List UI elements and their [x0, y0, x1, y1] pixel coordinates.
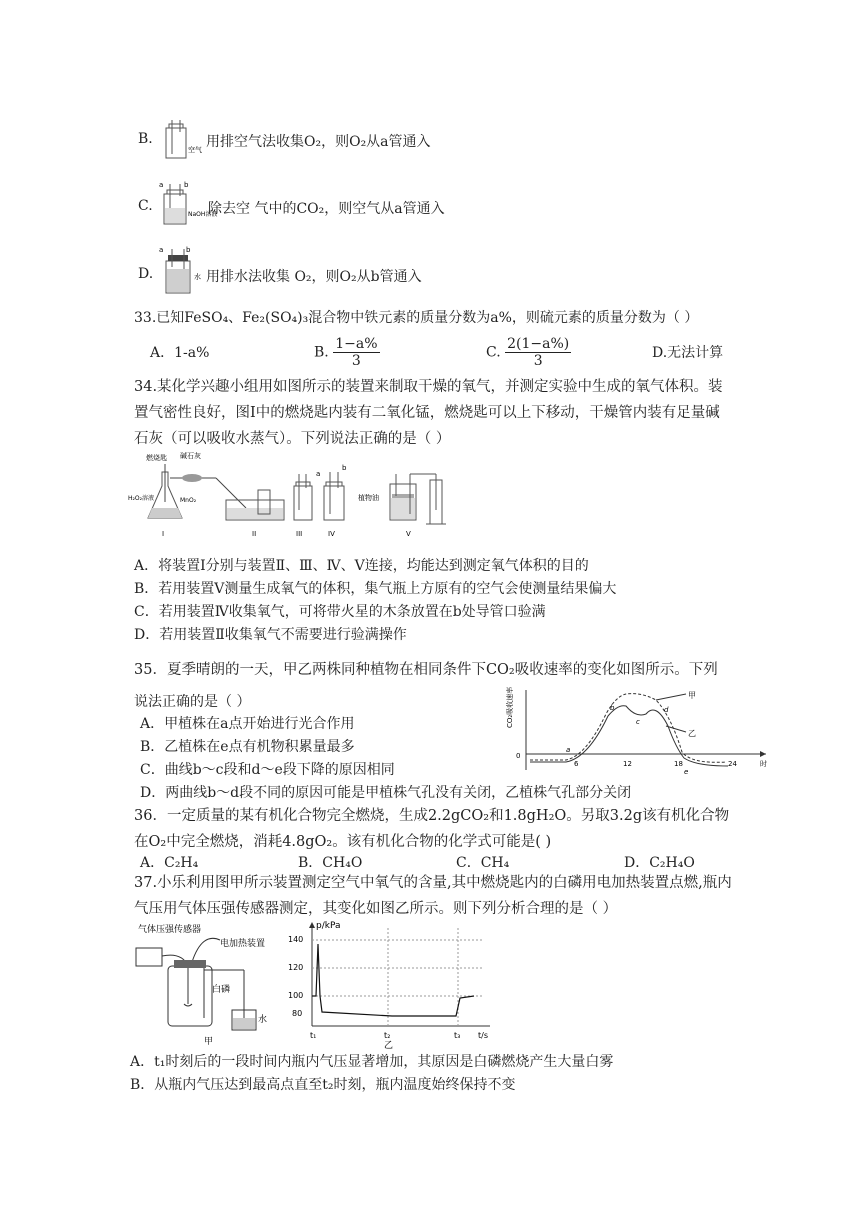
q35-co2-chart [496, 686, 772, 776]
q33-option-a: A．1-a% [150, 345, 210, 361]
legend-yi: 乙 [688, 729, 696, 738]
q36-option-b: B．CH₄O [298, 855, 363, 871]
q34-option-b: B．若用装置Ⅴ测量生成氧气的体积，集气瓶上方原有的空气会使测量结果偏大 [134, 581, 617, 597]
point-d: d [664, 706, 669, 714]
label-V: V [406, 530, 411, 538]
svg-text:a: a [159, 246, 164, 254]
tick-24: 24 [728, 760, 737, 768]
label-heater: 电加热装置 [220, 939, 266, 949]
tick-6: 6 [574, 760, 579, 768]
xtick-t1: t₁ [310, 1031, 317, 1040]
q35-option-c: C．曲线b～c段和d～e段下降的原因相同 [140, 762, 395, 778]
q36-stem: 36．一定质量的某有机化合物完全燃烧，生成2.2gCO₂和1.8gH₂O。另取3.2g该有机化合物在O₂中完全燃烧，消耗4.8gO₂。该有机化合物的化学式可能是( ) [134, 808, 730, 850]
pressure-curve [312, 944, 474, 1016]
point-a: a [566, 746, 571, 754]
q37-apparatus-figure [132, 922, 282, 1046]
option-letter: B. [314, 344, 329, 361]
option-text: 用排空气法收集O₂，则O₂从a管通入 [206, 134, 431, 150]
option-letter: B. [138, 131, 153, 147]
label-spoon: 燃烧匙 [146, 454, 167, 462]
q35-stem-line1: 35．夏季晴朗的一天，甲乙两株同种植物在相同条件下CO₂吸收速率的变化如图所示。下列 [134, 662, 718, 678]
ytick-100: 100 [288, 991, 304, 1000]
svg-text:a: a [159, 181, 164, 189]
label-sensor: 气体压强传感器 [138, 925, 202, 935]
series-yi-line [530, 706, 728, 766]
label-IV: IV [328, 530, 335, 538]
tick-18: 18 [674, 760, 683, 768]
q37-stem: 37.小乐利用图甲所示装置测定空气中氧气的含量,其中燃烧匙内的白磷用电加热装置点燃,瓶内气压用气体压强传感器测定，其变化如图乙所示。则下列分析合理的是（ ） [134, 875, 732, 917]
q37-pressure-chart [282, 918, 498, 1051]
label-mno2: MnO₂ [180, 497, 197, 504]
q33-option-d: D.无法计算 [652, 345, 724, 361]
label-soda-lime: 碱石灰 [180, 452, 201, 460]
q34-apparatus-figure [126, 450, 466, 546]
label-phosphorus: 白磷 [212, 985, 231, 995]
q33-option-c [486, 336, 571, 369]
denominator: 3 [351, 353, 361, 369]
zero-label: 0 [516, 752, 521, 760]
icon-label: 空气 [188, 146, 202, 154]
q36-option-a: A．C₂H₄ [140, 855, 199, 871]
point-b: b [610, 704, 615, 712]
ytick-140: 140 [288, 935, 304, 944]
q36-option-d: D．C₂H₄O [624, 855, 695, 871]
option-letter: C. [138, 198, 153, 214]
label-III: III [296, 530, 303, 538]
q33-option-b [314, 336, 380, 369]
y-axis-label: CO₂吸收速率 [506, 686, 514, 728]
gas-bottle-air-icon [160, 120, 208, 162]
label-oil: 植物油 [358, 494, 379, 502]
option-text: 除去空 气中的CO₂，则空气从a管通入 [208, 201, 445, 217]
x-axis-label: t/s [478, 1031, 488, 1040]
xtick-t2: t₂ [384, 1031, 391, 1040]
label-a: a [316, 470, 321, 478]
label-I: I [162, 530, 165, 538]
label-h2o2: H₂O₂溶液 [128, 495, 155, 502]
fraction [505, 336, 571, 369]
q34-option-c: C．若用装置Ⅳ收集氧气，可将带火星的木条放置在b处导管口验满 [134, 604, 546, 620]
option-letter: D. [138, 266, 154, 282]
option-letter: C. [486, 344, 501, 361]
denominator: 3 [533, 353, 543, 369]
water-bottle-icon [156, 245, 210, 297]
icon-label: 水 [194, 273, 201, 281]
ytick-80: 80 [292, 1009, 303, 1018]
wash-bottle-naoh-icon [156, 180, 218, 228]
x-axis-label: 时 [760, 760, 767, 768]
series-jia-line [530, 694, 726, 763]
option-text: 用排水法收集 O₂，则O₂从b管通入 [206, 269, 422, 285]
q37-option-a: A．t₁时刻后的一段时间内瓶内气压显著增加，其原因是白磷燃烧产生大量白雾 [130, 1054, 614, 1070]
point-c: c [636, 718, 640, 726]
numerator: 1−a% [335, 336, 378, 352]
label-yi: 乙 [384, 1041, 394, 1051]
label-b: b [342, 464, 347, 472]
fraction [333, 336, 379, 369]
xtick-t3: t₃ [454, 1031, 461, 1040]
q35-option-d: D．两曲线b～d段不同的原因可能是甲植株气孔没有关闭，乙植株气孔部分关闭 [140, 785, 632, 801]
label-II: II [252, 530, 257, 538]
q34-stem: 34.某化学兴趣小组用如图所示的装置来制取干燥的氧气，并测定实验中生成的氧气体积。装置气密性良好，图Ⅰ中的燃烧匙内装有二氧化锰，燃烧匙可以上下移动，干燥管内装有足量碱石灰（可以吸收水蒸气）。下列说法正确的是（ ） [134, 379, 723, 447]
q34-option-a: A．将装置Ⅰ分别与装置Ⅱ、Ⅲ、Ⅳ、Ⅴ连接，均能达到测定氧气体积的目的 [134, 558, 589, 574]
q35-option-a: A．甲植株在a点开始进行光合作用 [140, 716, 355, 732]
q37-option-b: B．从瓶内气压达到最高点直至t₂时刻，瓶内温度始终保持不变 [130, 1077, 516, 1093]
q34-option-d: D．若用装置Ⅱ收集氧气不需要进行验满操作 [134, 627, 407, 643]
svg-text:b: b [186, 246, 191, 254]
icon-label: NaOH溶液 [188, 211, 218, 218]
q35-stem-line2: 说法正确的是（ ） [134, 694, 251, 710]
label-jia: 甲 [204, 1037, 214, 1047]
ytick-120: 120 [288, 963, 304, 972]
q36-option-c: C．CH₄ [456, 855, 510, 871]
y-axis-label: p/kPa [316, 921, 341, 931]
label-water: 水 [258, 1015, 268, 1025]
q35-option-b: B．乙植株在e点有机物积累量最多 [140, 739, 355, 755]
tick-12: 12 [623, 760, 632, 768]
numerator: 2(1−a%) [507, 336, 570, 352]
point-e: e [684, 768, 689, 776]
svg-text:b: b [184, 181, 189, 189]
legend-jia: 甲 [688, 691, 696, 700]
q33-stem: 33.已知FeSO₄、Fe₂(SO₄)₃混合物中铁元素的质量分数为a%，则硫元素的质量分数为（ ） [134, 310, 699, 326]
